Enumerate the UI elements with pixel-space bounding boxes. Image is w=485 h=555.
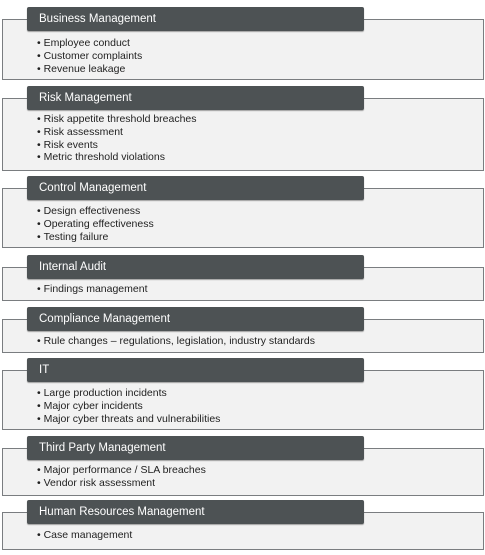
list-item: • Major cyber incidents	[37, 400, 476, 413]
section-third-party-management	[2, 436, 484, 496]
section-header: Internal Audit	[27, 255, 364, 279]
list-item: • Customer complaints	[37, 50, 476, 63]
bullet-list	[37, 205, 476, 243]
list-item: • Vendor risk assessment	[37, 477, 476, 490]
bullet-list	[37, 387, 476, 425]
section-header: Business Management	[27, 7, 364, 31]
section-business-management	[2, 7, 484, 80]
section-internal-audit	[2, 255, 484, 301]
list-item: • Case management	[37, 529, 476, 542]
section-header: IT	[27, 358, 364, 382]
list-item: • Large production incidents	[37, 387, 476, 400]
list-item: • Rule changes – regulations, legislation, industry standards	[37, 335, 476, 348]
section-control-management	[2, 176, 484, 248]
bullet-list	[37, 529, 476, 542]
section-human-resources-management	[2, 500, 484, 550]
list-item: • Operating effectiveness	[37, 218, 476, 231]
bullet-list	[37, 113, 476, 164]
section-header: Risk Management	[27, 86, 364, 110]
list-item: • Testing failure	[37, 231, 476, 244]
bullet-list	[37, 464, 476, 490]
section-it	[2, 358, 484, 430]
bullet-list	[37, 335, 476, 348]
list-item: • Findings management	[37, 283, 476, 296]
section-compliance-management	[2, 307, 484, 353]
list-item: • Risk assessment	[37, 126, 476, 139]
list-item: • Design effectiveness	[37, 205, 476, 218]
list-item: • Employee conduct	[37, 37, 476, 50]
list-item: • Metric threshold violations	[37, 151, 476, 164]
section-header: Human Resources Management	[27, 500, 364, 524]
section-header: Control Management	[27, 176, 364, 200]
list-item: • Revenue leakage	[37, 63, 476, 76]
bullet-list	[37, 37, 476, 75]
section-header: Compliance Management	[27, 307, 364, 331]
list-item: • Risk events	[37, 139, 476, 152]
section-risk-management	[2, 86, 484, 171]
list-item: • Risk appetite threshold breaches	[37, 113, 476, 126]
list-item: • Major cyber threats and vulnerabilities	[37, 413, 476, 426]
bullet-list	[37, 283, 476, 296]
section-header: Third Party Management	[27, 436, 364, 460]
list-item: • Major performance / SLA breaches	[37, 464, 476, 477]
